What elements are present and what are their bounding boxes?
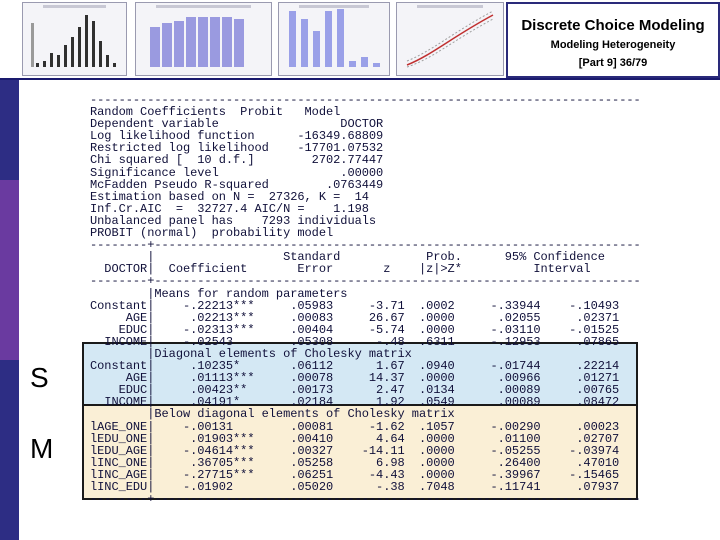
output-line: Log likelihood function -16349.68809 <box>90 129 384 144</box>
thumbnail-bar-chart-1[interactable] <box>22 2 127 76</box>
output-line: Restricted log likelihood -17701.07532 <box>90 141 384 156</box>
output-line: lAGE_ONE| -.00131 .00081 -1.62 .1057 -.00290 .00023 <box>90 419 620 434</box>
output-line: Significance level .00000 <box>90 165 384 180</box>
output-line: Unbalanced panel has 7293 individuals <box>90 213 377 228</box>
side-label-m: M <box>30 433 54 464</box>
output-line: AGE| .01113*** .00078 14.37 .0000 .00966 .01271 <box>90 371 620 386</box>
output-line: --------+-------------------------------------------------------------------- <box>90 274 641 289</box>
output-line: Inf.Cr.AIC = 32727.4 AIC/N = 1.198 <box>90 201 369 216</box>
output-line: lINC_EDU| -.01902 .05020 -.38 .7048 -.11741 .07937 <box>90 480 620 494</box>
left-accent-strip <box>0 180 19 360</box>
page-subtitle: Modeling Heterogeneity <box>550 39 676 51</box>
output-line: DOCTOR| Coefficient Error z |z|>Z* Interval <box>90 262 591 277</box>
output-line: Constant| .10235* .06112 1.67 .0940 -.01744 .22214 <box>90 359 620 374</box>
output-line: AGE| .02213*** .00083 26.67 .0000 .02055 .02371 <box>90 310 620 325</box>
output-line: EDUC| -.02313*** .00404 -5.74 .0000 -.03110 -.01525 <box>90 322 620 337</box>
output-line: Random Coefficients Probit Model <box>90 105 341 120</box>
header-bar <box>0 0 720 80</box>
output-line: EDUC| .00423** .00173 2.47 .0134 .00089 .00765 <box>90 383 620 398</box>
regression-output-text <box>90 94 641 505</box>
output-line: INCOME| -.02543 .05308 -.48 .6311 -.12953 .07865 <box>90 334 620 349</box>
output-line: Constant| -.22213*** .05983 -3.71 .0002 -.33944 -.10493 <box>90 298 620 313</box>
thumbnail-bar-chart-2[interactable] <box>135 2 272 76</box>
slide-number: [Part 9] 36/79 <box>578 57 648 69</box>
page-title: Discrete Choice Modeling <box>521 17 705 34</box>
output-line: |Means for random parameters <box>90 286 348 301</box>
output-line: INCOME| .04191* .02184 1.92 .0549 .00089 .08472 <box>90 395 620 410</box>
slide-title-box <box>506 2 720 78</box>
output-line: lINC_AGE| -.27715*** .06251 -4.43 .0000 -.39967 -.15465 <box>90 467 620 482</box>
side-label-s: S <box>30 362 49 393</box>
output-line: ----------------------------------------------------------------------------- <box>90 93 641 107</box>
output-line: lEDU_AGE| -.04614*** .00327 -14.11 .0000 -.05255 -.03974 <box>90 443 620 458</box>
output-line: --------+-------------------------------------------------------------------- <box>90 238 641 253</box>
thumbnail-bar-chart-3[interactable] <box>278 2 390 76</box>
output-line: lEDU_ONE| .01903*** .00410 4.64 .0000 .01100 .02707 <box>90 431 620 446</box>
output-line: Chi squared [ 10 d.f.] 2702.77447 <box>90 153 384 168</box>
output-line: |Below diagonal elements of Cholesky matrix <box>90 407 455 422</box>
output-line: | Standard Prob. 95% Confidence <box>90 250 605 265</box>
output-line: PROBIT (normal) probability model <box>90 226 334 241</box>
output-line: lINC_ONE| .36705*** .05258 6.98 .0000 .26400 .47010 <box>90 455 620 470</box>
output-line: Dependent variable DOCTOR <box>90 117 384 132</box>
output-line: McFadden Pseudo R-squared .0763449 <box>90 177 384 192</box>
output-line: |Diagonal elements of Cholesky matrix <box>90 346 412 361</box>
output-line: --------+-------------------------------------------------------------------- <box>90 492 641 507</box>
regression-output-panel <box>84 90 670 507</box>
thumbnail-line-chart[interactable] <box>396 2 504 76</box>
output-line: Estimation based on N = 27326, K = 14 <box>90 189 369 204</box>
